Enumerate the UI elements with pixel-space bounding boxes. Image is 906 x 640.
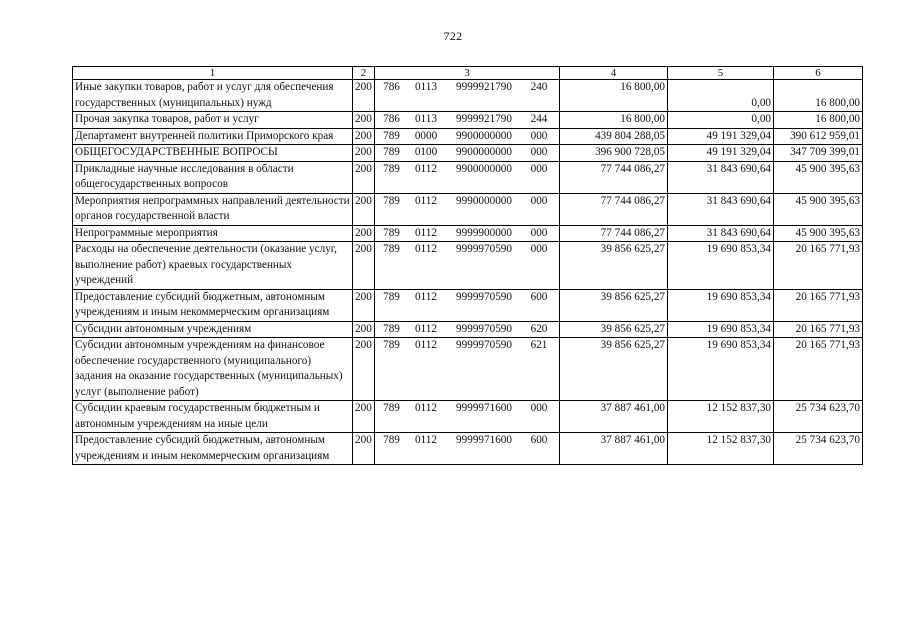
- value-col-5: 31 843 690,64: [668, 193, 774, 225]
- value-col-6: 45 900 395,63: [774, 161, 863, 193]
- value-col-4: 39 856 625,27: [560, 289, 668, 321]
- admin-code: 200: [353, 401, 375, 433]
- expense-type-code: 600: [530, 434, 548, 446]
- value-col-4: 39 856 625,27: [560, 321, 668, 338]
- table-row: [73, 338, 863, 401]
- value-col-6: 20 165 771,93: [774, 338, 863, 401]
- department-code: 786: [383, 113, 400, 125]
- department-code: 789: [383, 339, 400, 351]
- table-row: [73, 289, 863, 321]
- row-name: Прочая закупка товаров, работ и услуг: [73, 112, 353, 129]
- row-name: Иные закупки товаров, работ и услуг для обеспечения государственных (муниципальных) нужд: [73, 80, 353, 112]
- classification-codes: [375, 128, 560, 145]
- value-col-5: 31 843 690,64: [668, 161, 774, 193]
- expense-type-code: 000: [530, 129, 548, 142]
- target-code: 9999970590: [456, 339, 512, 351]
- department-code: 789: [383, 162, 400, 175]
- admin-code: 200: [353, 145, 375, 162]
- table-row: [73, 80, 863, 112]
- value-col-4: 39 856 625,27: [560, 338, 668, 401]
- section-code: 0112: [415, 290, 437, 303]
- value-col-6: 16 800,00: [774, 112, 863, 129]
- target-code: 9999900000: [456, 226, 512, 239]
- target-code: 9999971600: [456, 434, 512, 446]
- section-code: 0112: [415, 402, 437, 414]
- header-cell-3: 3: [375, 67, 560, 80]
- expense-type-code: 600: [530, 290, 548, 303]
- classification-codes: [375, 112, 560, 129]
- department-code: 789: [383, 322, 400, 335]
- value-col-4: 77 744 086,27: [560, 225, 668, 242]
- admin-code: 200: [353, 128, 375, 145]
- expense-type-code: 000: [530, 243, 548, 255]
- header-cell-1: 1: [73, 67, 353, 80]
- section-code: 0113: [415, 113, 437, 125]
- department-code: 789: [383, 434, 400, 446]
- department-code: 789: [383, 402, 400, 414]
- section-code: 0112: [415, 194, 437, 207]
- value-col-6: 25 734 623,70: [774, 433, 863, 465]
- admin-code: 200: [353, 225, 375, 242]
- target-code: 9900000000: [456, 162, 512, 175]
- row-name: Субсидии краевым государственным бюджетным и автономным учреждениям на иные цели: [73, 401, 353, 433]
- header-row: [73, 67, 863, 80]
- classification-codes: [375, 80, 560, 112]
- value-col-4: 439 804 288,05: [560, 128, 668, 145]
- target-code: 9999970590: [456, 290, 512, 303]
- admin-code: 200: [353, 242, 375, 290]
- classification-codes: [375, 289, 560, 321]
- department-code: 789: [383, 290, 400, 303]
- expense-type-code: 240: [530, 81, 548, 93]
- header-cell-6: 6: [774, 67, 863, 80]
- table-row: [73, 128, 863, 145]
- value-col-5: 12 152 837,30: [668, 401, 774, 433]
- row-name: ОБЩЕГОСУДАРСТВЕННЫЕ ВОПРОСЫ: [73, 145, 353, 162]
- value-col-6: 45 900 395,63: [774, 225, 863, 242]
- table-row: [73, 321, 863, 338]
- header-cell-4: 4: [560, 67, 668, 80]
- target-code: 9990000000: [456, 194, 512, 207]
- section-code: 0000: [414, 129, 438, 142]
- row-name: Департамент внутренней политики Приморского края: [73, 128, 353, 145]
- target-code: 9900000000: [456, 129, 512, 142]
- value-col-6: 390 612 959,01: [774, 128, 863, 145]
- value-col-6: 45 900 395,63: [774, 193, 863, 225]
- classification-codes: [375, 321, 560, 338]
- section-code: 0112: [415, 339, 437, 351]
- classification-codes: [375, 145, 560, 162]
- table-row: [73, 242, 863, 290]
- row-name: Мероприятия непрограммных направлений деятельности органов государственной власти: [73, 193, 353, 225]
- target-code: 9999921790: [456, 113, 512, 125]
- expense-type-code: 620: [530, 322, 548, 335]
- target-code: 9999921790: [456, 81, 512, 93]
- value-col-5: 0,00: [668, 80, 774, 112]
- expense-type-code: 000: [530, 194, 548, 207]
- row-name: Предоставление субсидий бюджетным, автономным учреждениям и иным некоммерческим организациям: [73, 289, 353, 321]
- admin-code: 200: [353, 193, 375, 225]
- classification-codes: [375, 193, 560, 225]
- section-code: 0112: [415, 162, 437, 175]
- classification-codes: [375, 401, 560, 433]
- classification-codes: [375, 242, 560, 290]
- admin-code: 200: [353, 338, 375, 401]
- table-row: [73, 112, 863, 129]
- budget-table: [72, 66, 863, 465]
- value-col-6: 20 165 771,93: [774, 242, 863, 290]
- header-cell-5: 5: [668, 67, 774, 80]
- row-name: Расходы на обеспечение деятельности (оказание услуг, выполнение работ) краевых государственных учреждений: [73, 242, 353, 290]
- section-code: 0112: [415, 434, 437, 446]
- expense-type-code: 621: [530, 339, 548, 351]
- target-code: 9999970590: [456, 322, 512, 335]
- department-code: 789: [383, 226, 400, 239]
- value-col-5: 19 690 853,34: [668, 338, 774, 401]
- value-col-4: 77 744 086,27: [560, 161, 668, 193]
- value-col-4: 37 887 461,00: [560, 401, 668, 433]
- section-code: 0112: [415, 243, 437, 255]
- expense-type-code: 000: [530, 146, 548, 158]
- department-code: 789: [383, 243, 400, 255]
- table-row: [73, 161, 863, 193]
- admin-code: 200: [353, 321, 375, 338]
- value-col-4: 396 900 728,05: [560, 145, 668, 162]
- row-name: Субсидии автономным учреждениям на финансовое обеспечение государственного (муниципального) задания на оказание государственных (муниципальных) услуг (выполнение работ): [73, 338, 353, 401]
- section-code: 0112: [415, 226, 437, 239]
- admin-code: 200: [353, 112, 375, 129]
- expense-type-code: 000: [530, 402, 548, 414]
- value-col-4: 77 744 086,27: [560, 193, 668, 225]
- table-row: [73, 145, 863, 162]
- value-col-4: 39 856 625,27: [560, 242, 668, 290]
- value-col-6: 25 734 623,70: [774, 401, 863, 433]
- row-name: Предоставление субсидий бюджетным, автономным учреждениям и иным некоммерческим организациям: [73, 433, 353, 465]
- classification-codes: [375, 433, 560, 465]
- value-col-6: 20 165 771,93: [774, 289, 863, 321]
- admin-code: 200: [353, 433, 375, 465]
- department-code: 789: [383, 146, 400, 158]
- value-col-5: 19 690 853,34: [668, 289, 774, 321]
- section-code: 0112: [415, 322, 437, 335]
- department-code: 786: [383, 81, 400, 93]
- row-name: Непрограммные мероприятия: [73, 225, 353, 242]
- value-col-5: 19 690 853,34: [668, 242, 774, 290]
- classification-codes: [375, 161, 560, 193]
- value-col-4: 16 800,00: [560, 112, 668, 129]
- row-name: Субсидии автономным учреждениям: [73, 321, 353, 338]
- value-col-6: 20 165 771,93: [774, 321, 863, 338]
- table-row: [73, 225, 863, 242]
- table-row: [73, 401, 863, 433]
- table-row: [73, 193, 863, 225]
- admin-code: 200: [353, 161, 375, 193]
- value-col-6: 16 800,00: [774, 80, 863, 112]
- classification-codes: [375, 225, 560, 242]
- value-col-5: 12 152 837,30: [668, 433, 774, 465]
- value-col-5: 49 191 329,04: [668, 128, 774, 145]
- page-number: 722: [443, 29, 463, 43]
- value-col-6: 347 709 399,01: [774, 145, 863, 162]
- admin-code: 200: [353, 289, 375, 321]
- section-code: 0113: [415, 81, 437, 93]
- target-code: 9999970590: [456, 243, 512, 255]
- department-code: 789: [383, 194, 400, 207]
- value-col-5: 19 690 853,34: [668, 321, 774, 338]
- classification-codes: [375, 338, 560, 401]
- value-col-5: 31 843 690,64: [668, 225, 774, 242]
- target-code: 9999971600: [456, 402, 512, 414]
- section-code: 0100: [414, 146, 438, 158]
- expense-type-code: 000: [530, 226, 548, 239]
- value-col-5: 49 191 329,04: [668, 145, 774, 162]
- header-cell-2: 2: [353, 67, 375, 80]
- target-code: 9900000000: [456, 146, 512, 158]
- value-col-4: 37 887 461,00: [560, 433, 668, 465]
- expense-type-code: 244: [530, 113, 548, 125]
- expense-type-code: 000: [530, 162, 548, 175]
- admin-code: 200: [353, 80, 375, 112]
- department-code: 789: [383, 129, 400, 142]
- value-col-5: 0,00: [668, 112, 774, 129]
- value-col-4: 16 800,00: [560, 80, 668, 112]
- table-row: [73, 433, 863, 465]
- row-name: Прикладные научные исследования в области общегосударственных вопросов: [73, 161, 353, 193]
